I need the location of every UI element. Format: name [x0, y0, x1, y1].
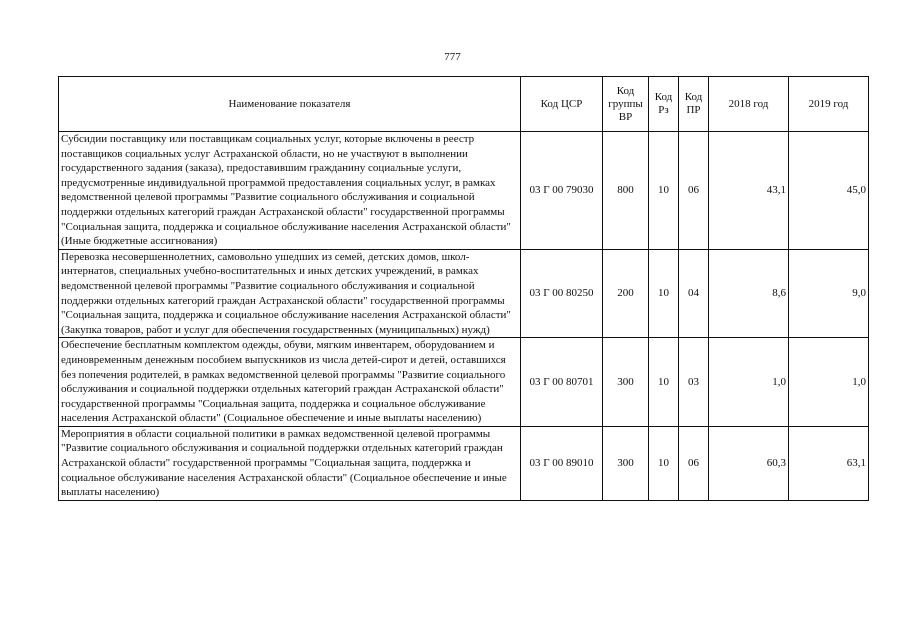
row-vr: 300: [603, 338, 649, 427]
row-csr: 03 Г 00 80250: [521, 249, 603, 338]
header-name: Наименование показателя: [59, 77, 521, 132]
row-rz: 10: [649, 132, 679, 250]
row-2018: 43,1: [709, 132, 789, 250]
row-rz: 10: [649, 426, 679, 500]
page-number: 777: [444, 51, 461, 63]
header-pr: Код ПР: [679, 77, 709, 132]
row-pr: 06: [679, 132, 709, 250]
row-csr: 03 Г 00 80701: [521, 338, 603, 427]
row-name: Субсидии поставщику или поставщикам социальных услуг, которые включены в реестр поставщиков социальных услуг Астраханской области, но не участвуют в выполнении государственного задания (заказа), предоставившим гражданину социальные услуги, предусмотренные индивидуальной программой предоставления социальных услуг, в рамках ведомственной целевой программы "Развитие социального обслуживания и социальной поддержки отдельных категорий граждан Астраханской области" государственной программы "Социальная защита, поддержка и социальное обслуживание населения Астраханской области" (Иные бюджетные ассигнования): [59, 132, 521, 250]
row-pr: 06: [679, 426, 709, 500]
header-rz: Код Рз: [649, 77, 679, 132]
row-2019: 9,0: [789, 249, 869, 338]
header-2019: 2019 год: [789, 77, 869, 132]
row-name: Мероприятия в области социальной политики в рамках ведомственной целевой программы "Развитие социального обслуживания и социальной поддержки отдельных категорий граждан Астраханской области" государственной программы "Социальная защита, поддержка и социальное обслуживание населения Астраханской области" (Социальное обеспечение и иные выплаты населению): [59, 426, 521, 500]
row-pr: 04: [679, 249, 709, 338]
header-vr: Код группы ВР: [603, 77, 649, 132]
header-2018: 2018 год: [709, 77, 789, 132]
row-vr: 800: [603, 132, 649, 250]
table-row: [59, 132, 869, 250]
row-2018: 60,3: [709, 426, 789, 500]
row-rz: 10: [649, 249, 679, 338]
table-header-row: [59, 77, 869, 132]
table-row: [59, 249, 869, 338]
row-2019: 1,0: [789, 338, 869, 427]
row-vr: 200: [603, 249, 649, 338]
row-csr: 03 Г 00 89010: [521, 426, 603, 500]
row-name: Обеспечение бесплатным комплектом одежды, обуви, мягким инвентарем, оборудованием и единовременным денежным пособием выпускников из числа детей-сирот и детей, оставшихся без попечения родителей, в рамках ведомственной целевой программы "Развитие социального обслуживания и социальной поддержки отдельных категорий граждан Астраханской области" государственной программы "Социальная защита, поддержка и социальное обслуживание населения Астраханской области" (Социальное обеспечение и иные выплаты населению): [59, 338, 521, 427]
row-name: Перевозка несовершеннолетних, самовольно ушедших из семей, детских домов, школ-интернатов, специальных учебно-воспитательных и иных детских учреждений, в рамках ведомственной целевой программы "Развитие социального обслуживания и социальной поддержки отдельных категорий граждан Астраханской области" государственной программы "Социальная защита, поддержка и социальное обслуживание населения Астраханской области" (Закупка товаров, работ и услуг для обеспечения государственных (муниципальных) нужд): [59, 249, 521, 338]
row-pr: 03: [679, 338, 709, 427]
row-csr: 03 Г 00 79030: [521, 132, 603, 250]
row-2019: 45,0: [789, 132, 869, 250]
budget-table: [58, 76, 869, 501]
row-rz: 10: [649, 338, 679, 427]
header-csr: Код ЦСР: [521, 77, 603, 132]
table-row: [59, 338, 869, 427]
row-vr: 300: [603, 426, 649, 500]
table-row: [59, 426, 869, 500]
row-2019: 63,1: [789, 426, 869, 500]
row-2018: 1,0: [709, 338, 789, 427]
row-2018: 8,6: [709, 249, 789, 338]
